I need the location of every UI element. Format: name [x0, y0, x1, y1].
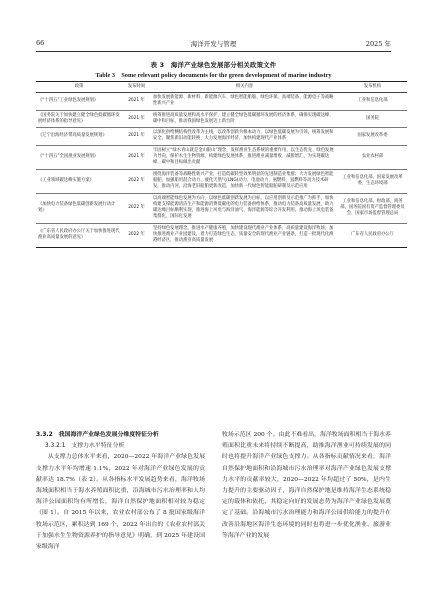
page-header [36, 38, 391, 50]
cell-content: 加快发展新能源、新材料、新能源汽车、绿色智能船舶、绿色环保、高端装备、能源电子等战略性新兴产业 [151, 93, 338, 111]
cell-agency: 工业和信息化部、财政部、商务部、国务院国有资产监督管理委员会、国家市场监督管理总局 [338, 193, 407, 223]
cell-content: 牢固树立“绿水青山就是金山银山”理念，发挥渔业生态系统的重要作用，以生态优先、绿色发展为导向，保护水生生物资源，构建绿色发展体系，推进渔业减量增收、减排增汇，为实现碳达峰、碳中和目标做出贡献 [151, 145, 338, 169]
cell-time: 2022 年 [122, 193, 151, 223]
cell-policy: 《广东省人民政府办公厅关于加快推进现代渔业高质量发展的意见》 [36, 223, 122, 247]
publication-year: 2025 年 [365, 40, 391, 48]
cell-agency: 工业和信息化部、国家发展改革委、生态环境部 [338, 169, 407, 193]
cell-policy: 《工业领域碳达峰实施方案》 [36, 169, 122, 193]
table-row [36, 169, 407, 193]
body-paragraph: 牧场示范区 200 个。由此不难看出，海洋牧场面积相当于海水养殖面积比重未来将持续不断提高，助推海洋渔业可持续发展的同时也将提升海洋产业绿色支撑力。从各指标贡献情况来看，海洋自然保护地面积和沿海城市污水治理率对海洋产业绿色发展支撑力水平的贡献率较大，2020—2022 年均超过了 50%，是内生力提升的主要驱动因子，海洋自然保护地是维持海洋生态系统稳定的载体和依托，其稳定向好的发展态势为海洋产业绿色发展奠定了基础。沿海城市污水治理能力和海洋公园供给能力的提升在改善沿海地区海洋生态环境的同时也将进一步优化渔业、旅游业等海洋产业的发展 [222, 432, 391, 539]
article-body [36, 430, 391, 590]
column-header-agency: 发布机构 [338, 82, 407, 93]
left-column [36, 430, 205, 553]
header-rule [36, 51, 391, 52]
page-number: 66 [36, 39, 45, 47]
table-row [36, 145, 407, 169]
table-row [36, 93, 407, 111]
cell-agency: 国家发展改革委 [338, 128, 407, 146]
table-row [36, 193, 407, 223]
cell-content: 围绕海洋装备等战略性新兴产业，打造低碳转型效果明显的先进制造业集群；大力发展绿色智能船舶，加强船用混合动力、液化天然气(LNG)动力、电池动力、氨燃料、氢燃料等动力技术研发，推动内河、沿海老旧船舶更新改造，加快新一代绿色智能船舶研制及示范应用 [151, 169, 338, 193]
cell-policy: 《“十四五”全国渔业发展规划》 [36, 145, 122, 169]
column-header-time: 发布时间 [122, 82, 151, 93]
cell-time: 2021 年 [122, 110, 151, 128]
cell-content: 统筹推进高质量发展和高水平保护，建立健全绿色低碳循环发展的经济体系，确保实现碳达峰、碳中和目标，推动我国绿色发展迈上新台阶 [151, 110, 338, 128]
column-header-policy: 政策 [36, 82, 122, 93]
cell-time: 2022 年 [122, 223, 151, 247]
cell-agency: 工业和信息化部 [338, 93, 407, 111]
cell-agency: 广东省人民政府办公厅 [338, 223, 407, 247]
table-row [36, 128, 407, 146]
table-caption-en: Table 3 Some relevant policy documents for the green development of marine industry [95, 72, 332, 79]
column-header-content: 相关内容 [151, 82, 338, 93]
cell-agency: 农业农村部 [338, 145, 407, 169]
cell-time: 2022 年 [122, 169, 151, 193]
cell-content: 以深化供给侧结构性改革为主线，以改革创新为根本动力，以绿色低碳发展为引领，统筹发展和安全，聚焦新旧动能转换、大力发展海洋经济，加快构建现代产业体系 [151, 128, 338, 146]
table-row [36, 223, 407, 247]
body-paragraph: 从支撑力总体水平来看，2020—2022 年海洋产业绿色发展支撑力水平年均增速 1.1%，2022 年对海洋产业绿色发展的贡献率达 18.7%（表 2）。从各指标水平发展趋势来看，海洋牧场海域面积相当于海水养殖面积比重，沿海城市污水治理率和人均海洋公园面积均有所增长，海洋自然保护地面积相对较为稳定（图 1）。自 2015 年以来，农业农村部公布了 8 批国家级海洋牧场示范区，累积达到 169 个，2022 年出台的《农业农村部关于加强水生生物资源养护的指导意见》明确，到 2025 年建设国家级海洋 [36, 454, 205, 551]
cell-time: 2021 年 [122, 145, 151, 169]
cell-policy: 《“十四五”工业绿色发展规划》 [36, 93, 122, 111]
right-column [222, 430, 391, 542]
cell-content: 以高端智能绿色发展为方向，以绿色低碳创新发展为目标，以应用创新及示范推广为抓手，加快构建支撑能源清洁生产和能源消费低碳化的电力装备供给体系，推动电力装备高质量发展，助力碳达峰目标顺利实现，推进海上风电与海洋油气、海洋能源等综合开发利用，推动海上风电装备集群化、国际化发展 [151, 193, 338, 223]
journal-name: 海洋开发与管理 [190, 40, 237, 48]
table-caption-zh: 表 3 海洋产业绿色发展部分相关政策文件 [150, 61, 277, 69]
policy-table [36, 81, 407, 248]
cell-policy: 《辽宁沿海经济带高质量发展规划》 [36, 128, 122, 146]
cell-time: 2021 年 [122, 128, 151, 146]
table-row [36, 110, 407, 128]
table-body [36, 93, 407, 248]
cell-policy: 《加快电力装备绿色低碳创新发展行动计划》 [36, 193, 122, 223]
cell-content: 坚持绿色发展理念，推进水产健康养殖，加快建设现代渔业产业体系，高质量建设海洋牧场，加快推进渔业产业园建设，着力打造绿色生态、质量安全的现代渔业产业链条，打造一批现代化渔港经济区，推动渔业高质量发展 [151, 223, 338, 247]
section-heading: 3.3.2 我国海洋产业绿色发展分维度特征分析 [36, 432, 159, 438]
cell-agency: 国务院 [338, 110, 407, 128]
cell-time: 2021 年 [122, 93, 151, 111]
table-header-row [36, 82, 407, 93]
cell-policy: 《国务院关于加快建立健全绿色低碳循环发展经济体系的指导意见》 [36, 110, 122, 128]
subsection-heading: 3.3.2.1 支撑力水平特征分析 [44, 443, 125, 450]
